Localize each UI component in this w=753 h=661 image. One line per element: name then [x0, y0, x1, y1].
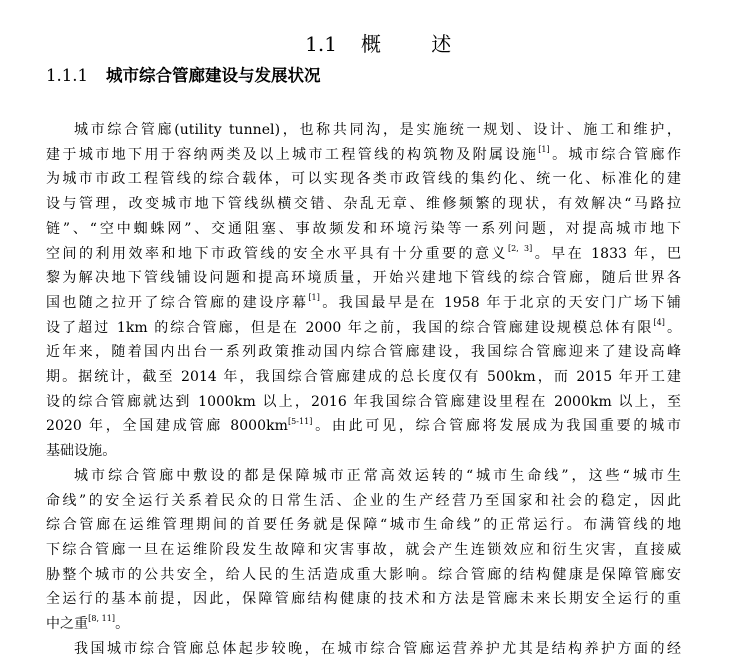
- text-run: 基础设施。: [46, 443, 117, 460]
- section-title-text: 概 述: [360, 32, 474, 56]
- text-run: 。: [664, 319, 681, 336]
- text-run: 黎为解决地下管线铺设问题和提高环境质量，开始兴建地下管线的综合管廊，随后世界各: [46, 270, 681, 287]
- citation-ref: [5-11]: [287, 416, 313, 426]
- text-run: 城市综合管廊(utility tunnel)，也称共同沟，是实施统一规划、设计、施工和维护，: [74, 122, 681, 138]
- citation-ref: [4]: [653, 317, 665, 327]
- text-run: 胁整个城市的公共安全，给人民的生活造成重大影响。综合管廊的结构健康是保障管廊安: [46, 566, 681, 583]
- citation-ref: [8, 11]: [88, 614, 116, 624]
- text-line: [46, 192, 681, 217]
- text-run: 。由此可见，综合管廊将发展成为我国重要的城市: [312, 418, 681, 435]
- text-run: 建于城市地下用于容纳两类及以上城市工程管线的构筑物及附属设施: [46, 146, 539, 163]
- paragraph: [46, 464, 681, 637]
- text-line: [46, 439, 681, 464]
- text-run: 国也随之拉开了综合管廊的建设序幕: [46, 294, 309, 311]
- text-run: 。城市综合管廊作: [549, 146, 681, 163]
- text-run: 我国城市综合管廊总体起步较晚，在城市综合管廊运营养护尤其是结构养护方面的经: [74, 640, 681, 657]
- text-run: 下综合管廊一旦在运维阶段发生故障和灾害事故，就会产生连锁效应和衍生灾害，直接威: [46, 541, 681, 558]
- subsection-title-text: 城市综合管廊建设与发展状况: [106, 66, 321, 85]
- body-text: [46, 118, 681, 661]
- text-run: 。我国最早是在 1958 年于北京的天安门广场下铺: [319, 294, 681, 311]
- text-line: [46, 242, 681, 267]
- text-line: [46, 365, 681, 390]
- text-line: [46, 217, 681, 242]
- text-line: [46, 464, 681, 489]
- text-line: [46, 167, 681, 192]
- text-run: 城市综合管廊中敷设的都是保障城市正常高效运转的“城市生命线”，这些“城市生: [74, 467, 681, 484]
- paragraph: [46, 118, 681, 464]
- text-run: 设了超过 1km 的综合管廊，但是在 2000 年之前，我国的综合管廊建设规模总体有限: [46, 319, 654, 336]
- text-run: 期。据统计，截至 2014 年，我国综合管廊建成的总长度仅有 500km，而 2015 年开工建: [46, 369, 681, 386]
- citation-ref: [1]: [538, 145, 550, 155]
- text-run: 空间的利用效率和地下市政管线的安全水平具有十分重要的意义: [46, 245, 508, 262]
- text-run: 全运行的基本前提，因此，保障管廊结构健康的技术和方法是管廊未来长期安全运行的重: [46, 591, 681, 608]
- text-line: [46, 143, 681, 168]
- text-run: 近年来，随着国内出台一系列政策推动国内综合管廊建设，我国综合管廊迎来了建设高峰: [46, 344, 681, 361]
- citation-ref: [2, 3]: [508, 243, 533, 253]
- text-line: [46, 513, 681, 538]
- section-number: 1.1: [305, 32, 337, 56]
- subsection-number: 1.1.1: [46, 66, 88, 85]
- subsection-heading: [46, 64, 321, 88]
- text-run: 命线”的安全运行关系着民众的日常生活、企业的生产经营乃至国家和社会的稳定，因此: [46, 492, 681, 509]
- text-line: [46, 538, 681, 563]
- citation-ref: [1]: [308, 293, 320, 303]
- text-line: [46, 489, 681, 514]
- text-run: 设与管理，改变城市地下管线纵横交错、杂乱无章、维修频繁的现状，有效解决“马路拉: [46, 196, 681, 213]
- text-run: 链”、“空中蜘蛛网”、交通阻塞、事故频发和环境污染等一系列问题，对提高城市地下: [46, 220, 681, 237]
- text-line: [46, 414, 681, 439]
- text-run: 2020 年，全国建成管廊 8000km: [46, 418, 288, 435]
- text-run: 。: [115, 616, 130, 633]
- text-line: [46, 266, 681, 291]
- text-line: [46, 340, 681, 365]
- text-line: [46, 612, 681, 637]
- text-line: [46, 637, 681, 661]
- text-line: [46, 563, 681, 588]
- text-line: [46, 291, 681, 316]
- text-line: [46, 118, 681, 143]
- text-line: [46, 316, 681, 341]
- text-line: [46, 390, 681, 415]
- text-run: 。早在 1833 年，巴: [532, 245, 681, 262]
- paragraph: [46, 637, 681, 661]
- text-run: 中之重: [46, 616, 89, 633]
- text-run: 为城市市政工程管线的综合载体，可以实现各类市政管线的集约化、统一化、标准化的建: [46, 171, 681, 188]
- text-run: 综合管廊在运维管理期间的首要任务就是保障“城市生命线”的正常运行。布满管线的地: [46, 517, 681, 534]
- text-line: [46, 587, 681, 612]
- text-run: 设的综合管廊就达到 1000km 以上，2016 年我国综合管廊建设里程在 2000km 以上，至: [46, 393, 681, 410]
